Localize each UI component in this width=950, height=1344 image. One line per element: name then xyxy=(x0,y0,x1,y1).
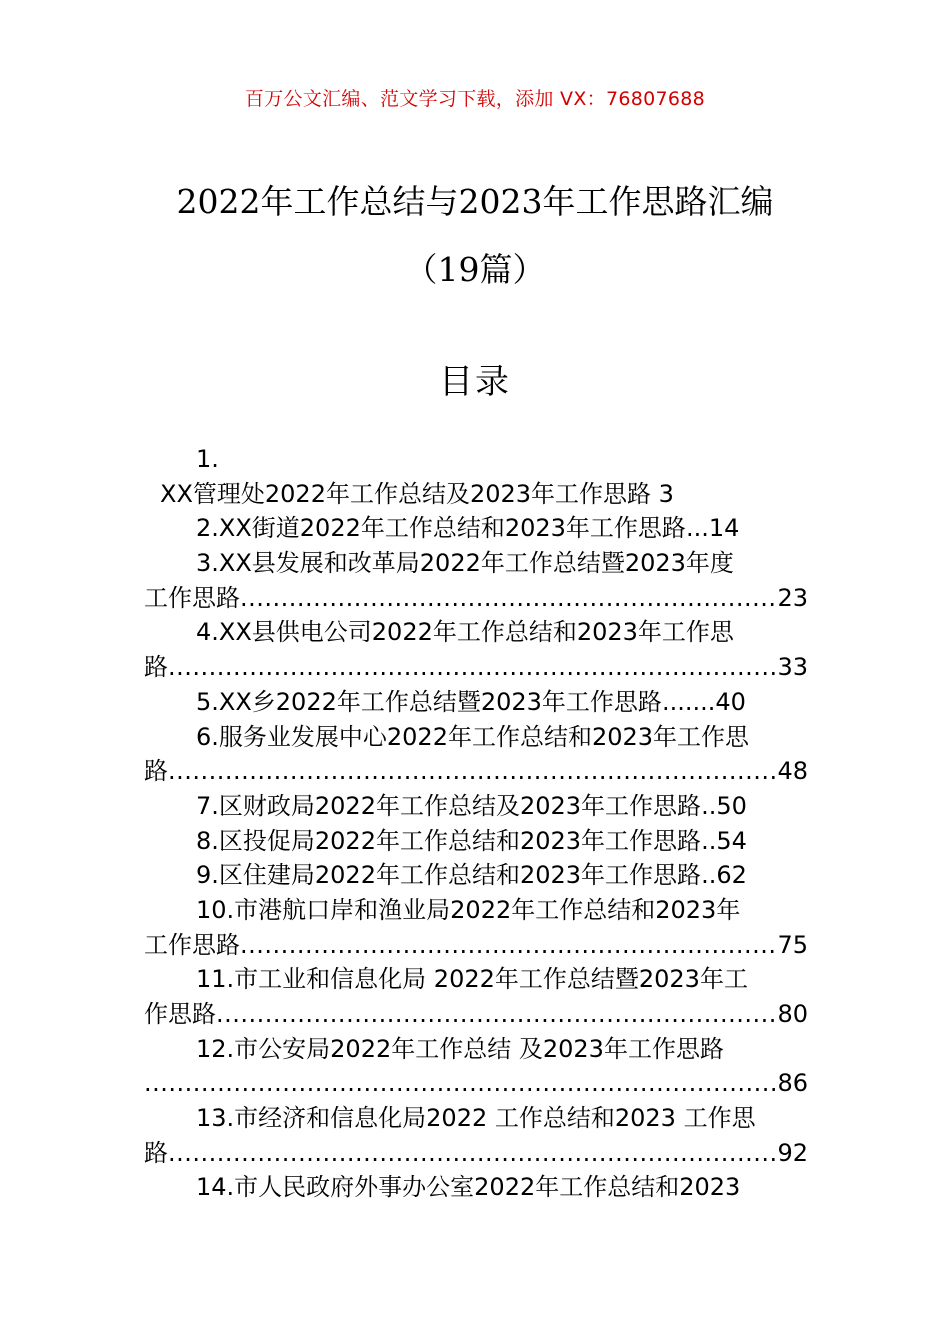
toc-leader: ....... xyxy=(661,687,716,716)
toc-entry-9[interactable] xyxy=(144,858,808,893)
toc-page-number: 75 xyxy=(777,930,808,959)
toc-line xyxy=(144,754,808,789)
toc-page-number: 80 xyxy=(777,1000,808,1028)
toc-entry-2[interactable] xyxy=(144,511,808,546)
toc-leader: .. xyxy=(701,826,717,855)
toc-line xyxy=(144,1066,808,1101)
toc-entry-title-cont: 路 xyxy=(144,653,168,682)
toc-entry-title: 5.XX乡2022年工作总结暨2023年工作思路 xyxy=(196,687,662,716)
toc-line xyxy=(144,720,808,755)
toc-leader xyxy=(216,997,777,1032)
toc-entry-title: 8.区投促局2022年工作总结和2023年工作思路 xyxy=(196,826,702,855)
toc-entry-5[interactable] xyxy=(144,685,808,720)
toc-line xyxy=(144,650,808,685)
toc-entry-title-cont: 路 xyxy=(144,1138,168,1167)
toc-line xyxy=(144,581,808,616)
toc-leader xyxy=(240,581,777,616)
toc-line xyxy=(144,546,808,581)
toc-entry-title: 10.市港航口岸和渔业局2022年工作总结和2023年 xyxy=(196,895,741,924)
table-of-contents xyxy=(144,442,808,1205)
toc-leader xyxy=(168,754,777,789)
toc-line xyxy=(144,1032,808,1067)
toc-entry-13[interactable] xyxy=(144,1101,808,1170)
toc-leader xyxy=(168,1136,777,1171)
toc-line xyxy=(144,858,808,893)
toc-entry-10[interactable] xyxy=(144,893,808,962)
toc-entry-title: 9.区住建局2022年工作总结和2023年工作思路 xyxy=(196,861,702,890)
toc-line xyxy=(144,928,808,963)
toc-entry-title: 4.XX县供电公司2022年工作总结和2023年工作思 xyxy=(196,618,734,647)
toc-page-number: 40 xyxy=(715,687,746,716)
toc-page-number: 62 xyxy=(716,861,747,890)
toc-entry-8[interactable] xyxy=(144,824,808,859)
toc-line xyxy=(144,962,808,997)
toc-line xyxy=(144,511,808,546)
toc-leader: .. xyxy=(701,791,717,820)
toc-entry-11[interactable] xyxy=(144,962,808,1031)
toc-leader: .. xyxy=(701,861,717,890)
toc-entry-title: 6.服务业发展中心2022年工作总结和2023年工作思 xyxy=(196,722,750,751)
toc-entry-12[interactable] xyxy=(144,1032,808,1101)
toc-line xyxy=(144,1136,808,1171)
toc-line xyxy=(144,1170,808,1205)
toc-entry-title: 12.市公安局2022年工作总结 及2023年工作思路 xyxy=(196,1034,724,1063)
toc-entry-title: 14.市人民政府外事办公室2022年工作总结和2023 xyxy=(196,1173,741,1202)
document-subtitle: （19篇） xyxy=(404,250,546,289)
toc-line xyxy=(144,685,808,720)
toc-entry-title: 13.市经济和信息化局2022 工作总结和2023 工作思 xyxy=(196,1104,756,1133)
toc-entry-6[interactable] xyxy=(144,720,808,789)
toc-entry-title: 7.区财政局2022年工作总结及2023年工作思路 xyxy=(196,791,702,820)
toc-entry-title: 3.XX县发展和改革局2022年工作总结暨2023年度 xyxy=(196,549,734,578)
toc-page-number: 33 xyxy=(777,653,808,682)
toc-line xyxy=(144,997,808,1032)
toc-entry-title-cont: 路 xyxy=(144,757,168,786)
toc-page-number: 14 xyxy=(708,514,740,543)
toc-line xyxy=(144,789,808,824)
toc-page-number: 48 xyxy=(777,757,808,786)
toc-heading: 目录 xyxy=(439,362,511,402)
toc-page-number: 54 xyxy=(716,826,747,855)
toc-entry-3[interactable] xyxy=(144,546,808,615)
toc-entry-1[interactable] xyxy=(144,442,808,511)
toc-page-number: 92 xyxy=(777,1138,808,1167)
toc-entry-title-cont: 工作思路 xyxy=(144,930,240,959)
toc-page-number: 50 xyxy=(716,791,747,820)
toc-line xyxy=(144,1101,808,1136)
toc-leader: ... xyxy=(685,514,709,543)
toc-entry-4[interactable] xyxy=(144,615,808,684)
toc-entry-7[interactable] xyxy=(144,789,808,824)
toc-line xyxy=(144,442,808,477)
toc-entry-title: 2.XX街道2022年工作总结和2023年工作思路 xyxy=(196,514,686,543)
toc-line xyxy=(144,893,808,928)
toc-line xyxy=(144,615,808,650)
toc-entry-title: 11.市工业和信息化局 2022年工作总结暨2023年工 xyxy=(196,965,748,994)
toc-entry-number: 1. xyxy=(196,445,219,473)
header-note: 百万公文汇编、范文学习下载，添加 VX：76807688 xyxy=(244,88,706,110)
document-title: 2022年工作总结与2023年工作思路汇编 xyxy=(176,182,774,221)
toc-line xyxy=(144,824,808,859)
toc-entry-title-cont: 作思路 xyxy=(144,1000,216,1028)
toc-leader xyxy=(240,928,777,963)
toc-entry-title-cont: 工作思路 xyxy=(144,583,240,612)
toc-line xyxy=(144,477,808,512)
toc-entry-14[interactable] xyxy=(144,1170,808,1205)
toc-leader xyxy=(168,650,777,685)
toc-leader xyxy=(144,1066,777,1101)
toc-entry-title: XX管理处2022年工作总结及2023年工作思路 3 xyxy=(160,479,674,508)
toc-page-number: 86 xyxy=(777,1069,808,1098)
toc-page-number: 23 xyxy=(777,583,808,612)
